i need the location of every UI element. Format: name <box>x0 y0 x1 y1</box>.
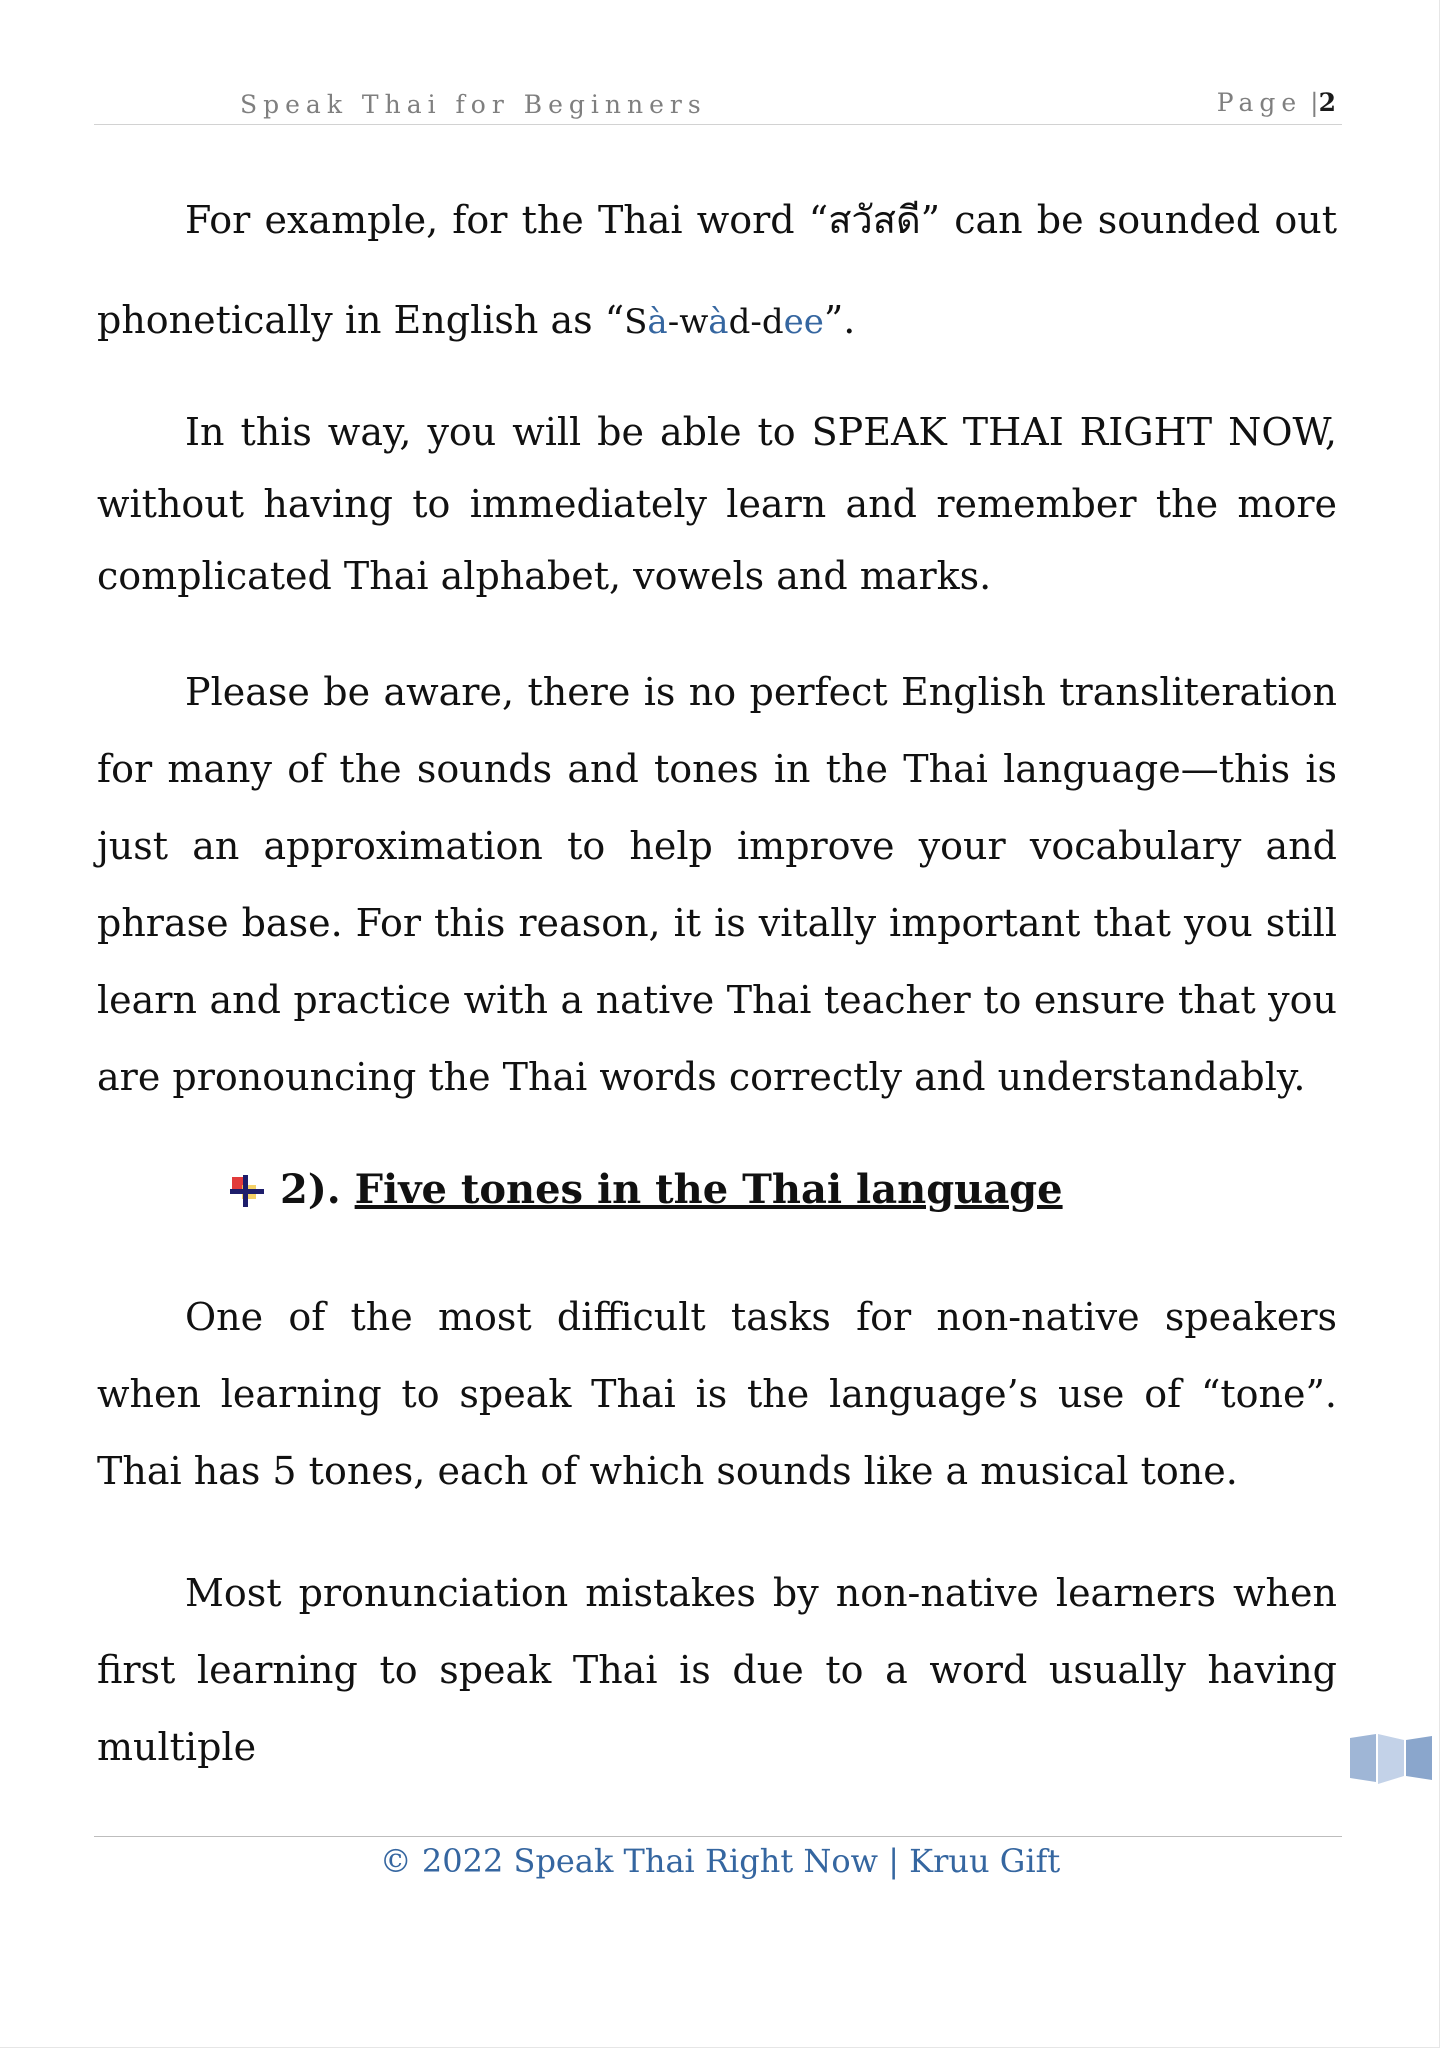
example-text: For example, for the Thai word “สวัสดี” can be sounded out phonetically in English as “ <box>97 198 1337 342</box>
heading-title: Five tones in the Thai language <box>354 1166 1063 1213</box>
translit-part: S <box>624 302 648 342</box>
page-turn-icon[interactable] <box>1348 1732 1432 1788</box>
book-title: Speak Thai for Beginners <box>240 90 707 119</box>
page-separator: | <box>1310 88 1319 117</box>
paragraph-text: One of the most difficult tasks for non-native speakers when learning to speak Thai is the language’s use of “tone”. Thai has 5 tones, each of which sounds like a musical tone. <box>97 1295 1337 1493</box>
transliteration <box>624 302 824 342</box>
translit-part-tone: ee <box>783 302 824 342</box>
paragraph-text: Most pronunciation mistakes by non-native learners when first learning to speak Thai is due to a word usually having multiple <box>97 1571 1337 1769</box>
bullet-cross-icon <box>226 1172 270 1208</box>
translit-part-tone: à <box>708 302 729 342</box>
page-footer: © 2022 Speak Thai Right Now | Kruu Gift <box>379 1842 1061 1880</box>
paragraph-tones <box>97 1279 1337 1510</box>
page-label: Page <box>1216 88 1303 117</box>
page-number-value: 2 <box>1318 88 1336 117</box>
paragraph-text: In this way, you will be able to SPEAK THAI RIGHT NOW, without having to immediately learn and remember the more complicated Thai alphabet, vowels and marks. <box>97 410 1337 598</box>
translit-part-tone: à <box>647 302 668 342</box>
page-number <box>1217 88 1336 117</box>
example-text-end: ”. <box>823 298 856 342</box>
translit-part: d-d <box>728 302 784 342</box>
paragraph-mistakes <box>97 1555 1337 1786</box>
heading-number: 2). <box>280 1166 341 1213</box>
translit-part: -w <box>667 302 709 342</box>
paragraph-text: Please be aware, there is no perfect English transliteration for many of the sounds and tones in the Thai language—this is just an approximation to help improve your vocabulary and phrase base. For this reason, it is vitally important that you still learn and practice with a native Thai teacher to ensure that you are pronouncing the Thai words correctly and understandably. <box>97 670 1337 1099</box>
paragraph-transliteration-note <box>97 654 1337 1116</box>
page-header <box>94 84 1342 125</box>
section-heading <box>226 1166 1063 1213</box>
paragraph-speak-now <box>97 396 1337 612</box>
paragraph-example <box>97 170 1337 372</box>
